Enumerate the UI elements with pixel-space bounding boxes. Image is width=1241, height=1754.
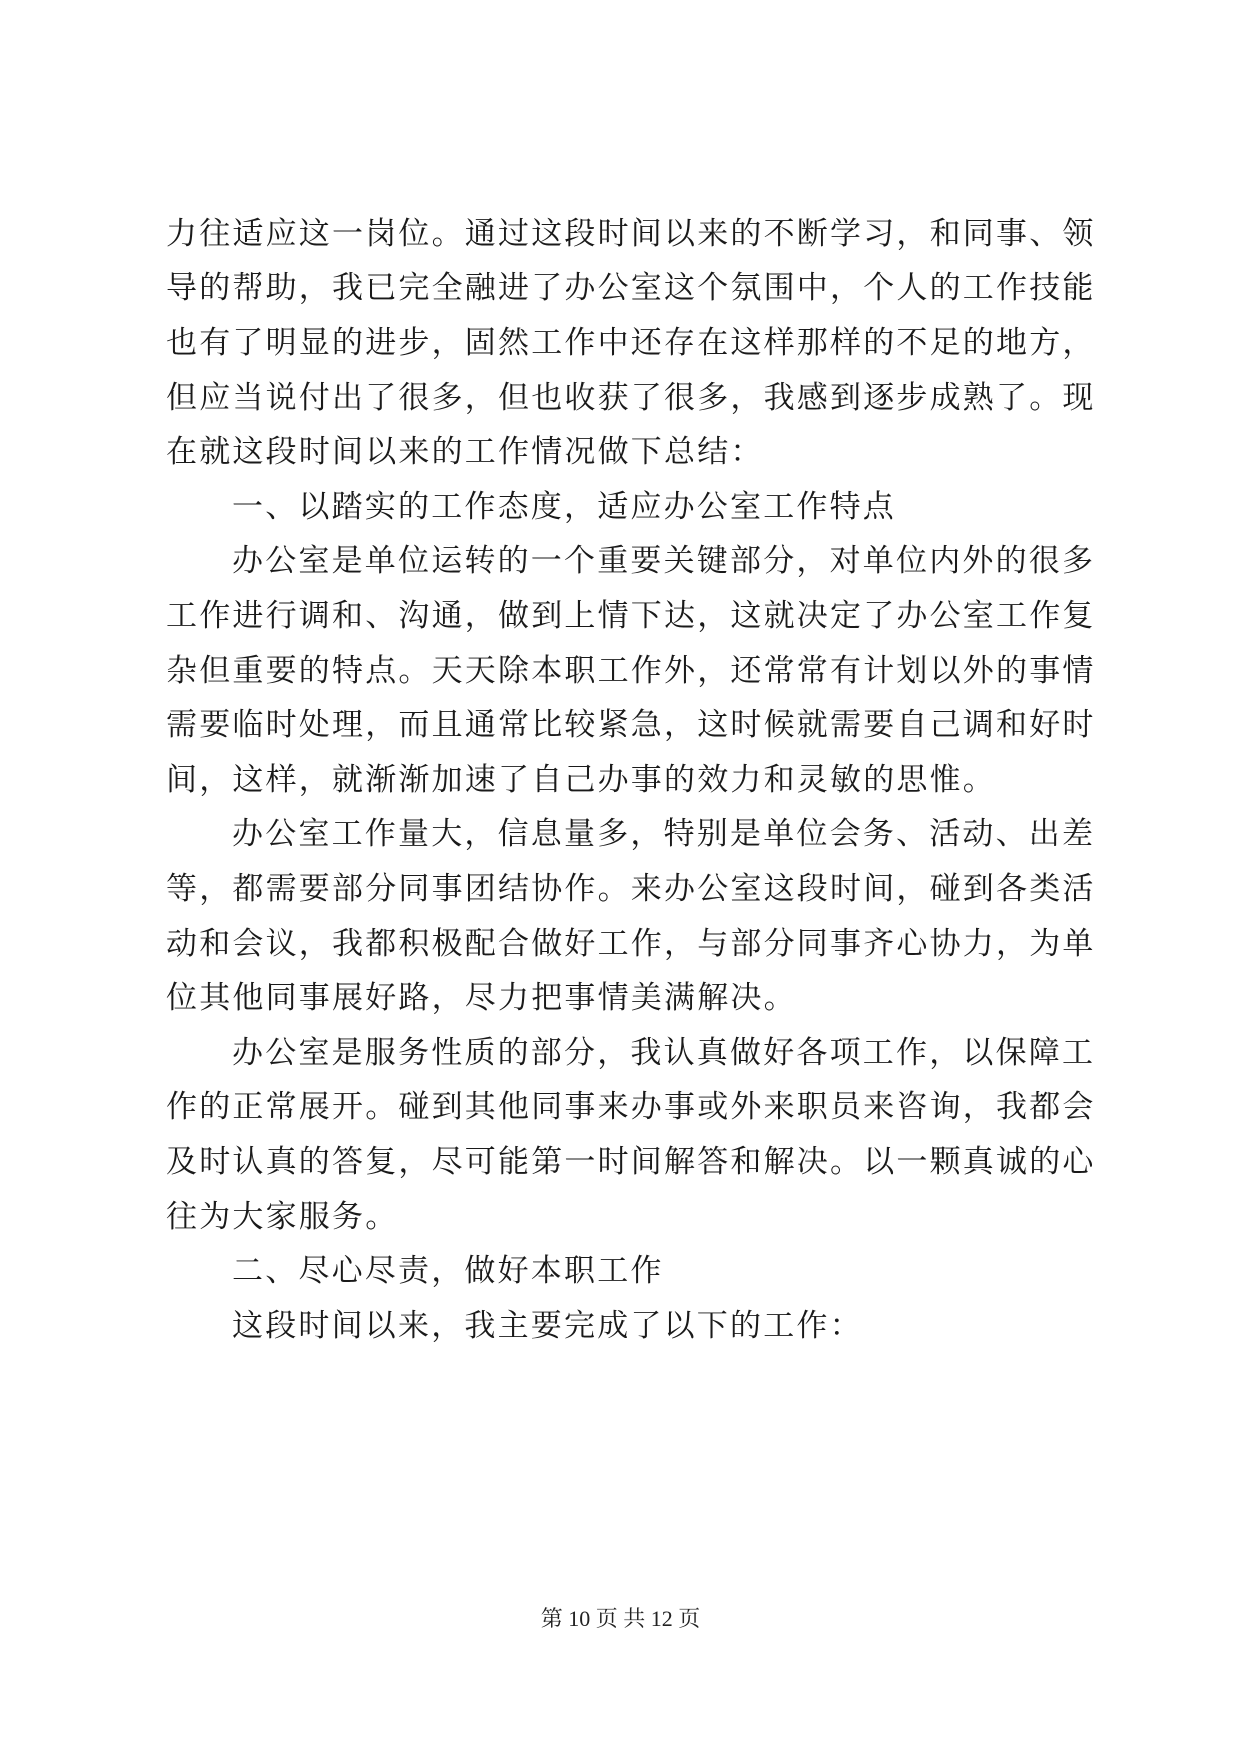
body-text-line: 杂但重要的特点。天天除本职工作外，还常常有计划以外的事情 xyxy=(166,653,1096,689)
body-text-line: 位其他同事展好路，尽力把事情美满解决。 xyxy=(166,980,797,1016)
body-text-line: 工作进行调和、沟通，做到上情下达，这就决定了办公室工作复 xyxy=(166,598,1096,634)
section-heading: 一、以踏实的工作态度，适应办公室工作特点 xyxy=(232,489,896,525)
section-heading: 二、尽心尽责，做好本职工作 xyxy=(232,1253,664,1289)
body-text-line: 导的帮助，我已完全融进了办公室这个氛围中，个人的工作技能 xyxy=(166,270,1096,306)
body-text-line: 办公室是服务性质的部分，我认真做好各项工作，以保障工 xyxy=(232,1035,1096,1071)
body-text-line: 往为大家服务。 xyxy=(166,1199,399,1235)
body-text-line: 力往适应这一岗位。通过这段时间以来的不断学习，和同事、领 xyxy=(166,216,1096,252)
body-text-line: 这段时间以来，我主要完成了以下的工作： xyxy=(232,1308,863,1344)
body-text-line: 作的正常展开。碰到其他同事来办事或外来职员来咨询，我都会 xyxy=(166,1089,1096,1125)
body-text-line: 及时认真的答复，尽可能第一时间解答和解决。以一颗真诚的心 xyxy=(166,1144,1096,1180)
body-text-line: 办公室是单位运转的一个重要关键部分，对单位内外的很多 xyxy=(232,543,1096,579)
body-text-line: 等，都需要部分同事团结协作。来办公室这段时间，碰到各类活 xyxy=(166,871,1096,907)
body-text-line: 动和会议，我都积极配合做好工作，与部分同事齐心协力，为单 xyxy=(166,926,1096,962)
body-text-line: 办公室工作量大，信息量多，特别是单位会务、活动、出差 xyxy=(232,816,1096,852)
body-text-line: 间，这样，就渐渐加速了自己办事的效力和灵敏的思惟。 xyxy=(166,762,996,798)
body-text-line: 需要临时处理，而且通常比较紧急，这时候就需要自己调和好时 xyxy=(166,707,1096,743)
page-number-footer: 第 10 页 共 12 页 xyxy=(540,1606,701,1631)
body-text-line: 在就这段时间以来的工作情况做下总结： xyxy=(166,434,764,470)
body-text-line: 也有了明显的进步，固然工作中还存在这样那样的不足的地方， xyxy=(166,325,1096,361)
body-text-line: 但应当说付出了很多，但也收获了很多，我感到逐步成熟了。现 xyxy=(166,380,1096,416)
